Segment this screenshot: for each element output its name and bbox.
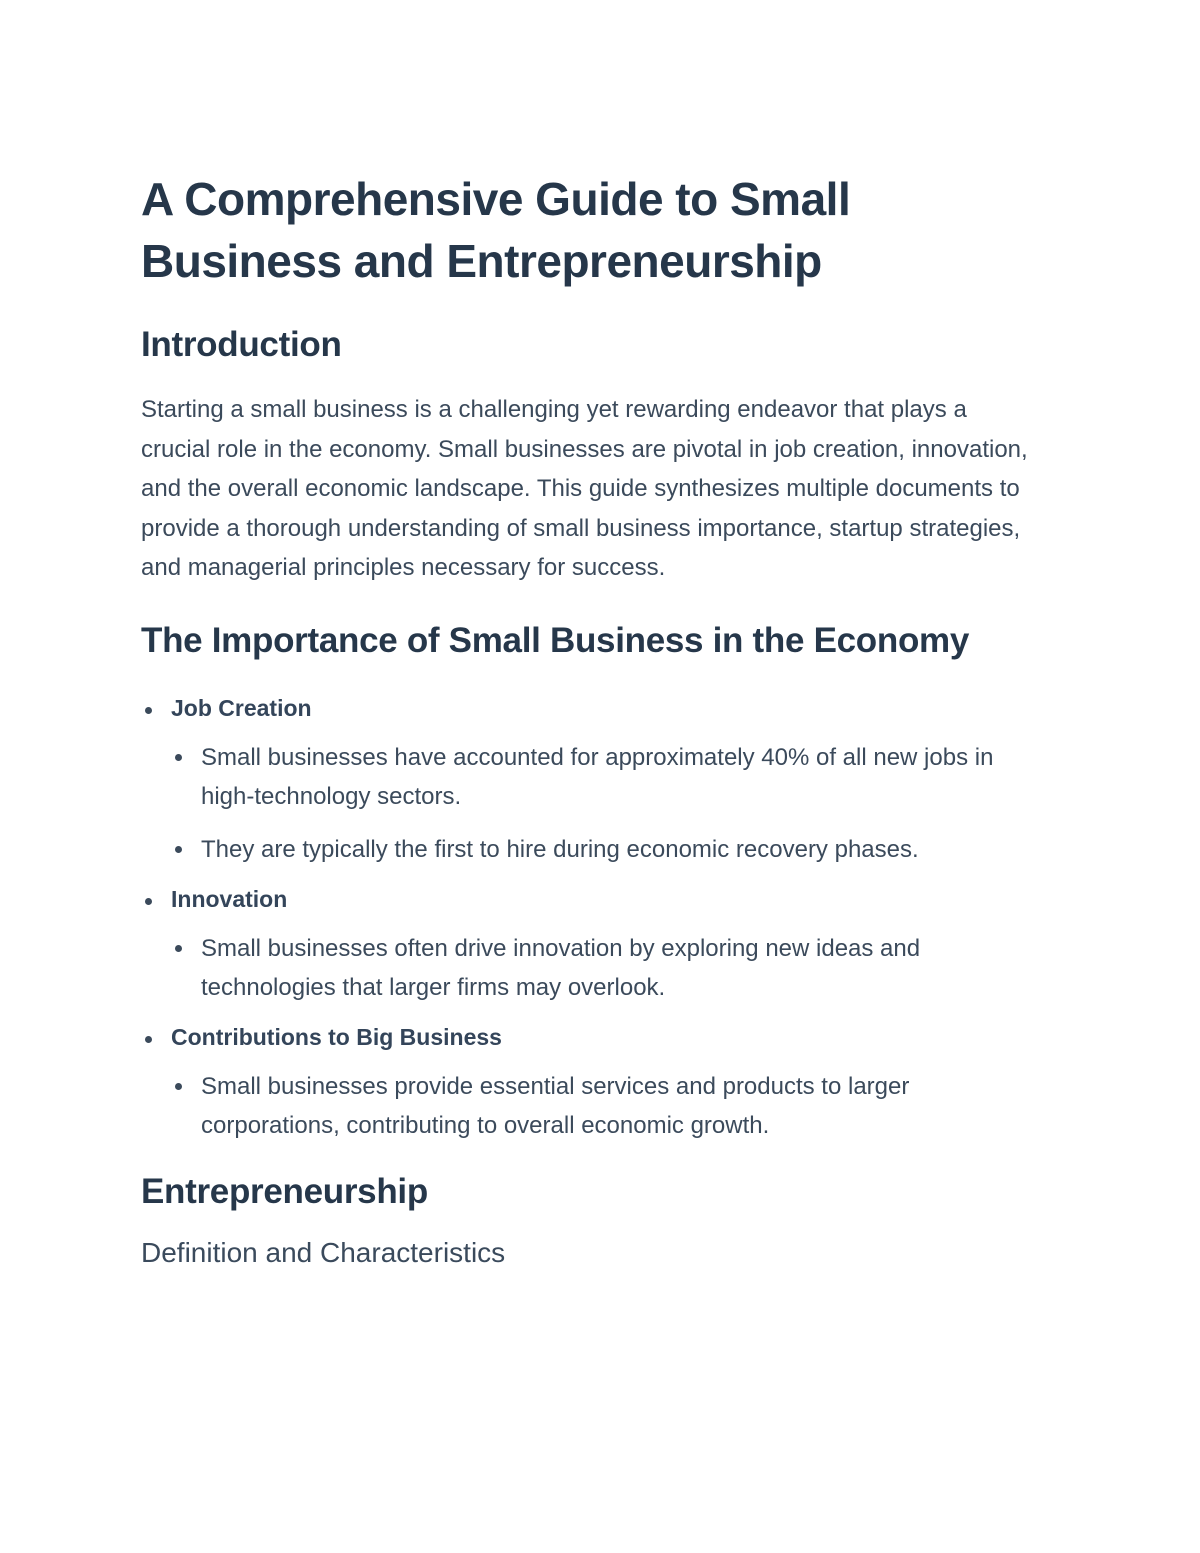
big-business-points [171,1067,1041,1145]
document-title: A Comprehensive Guide to Small Business and Entrepreneurship [141,173,851,287]
importance-list [141,692,1041,1145]
list-item: Small businesses provide essential services and products to larger corporations, contributing to overall economic growth. [171,1067,1041,1145]
innovation-points [171,929,1041,1007]
list-item [141,692,1041,869]
document-page [141,168,1041,1273]
big-business-label: Contributions to Big Business [171,1023,502,1050]
list-item: Small businesses have accounted for approximately 40% of all new jobs in high-technology sectors. [171,738,1041,816]
list-item: They are typically the first to hire during economic recovery phases. [171,830,1041,869]
innovation-label: Innovation [171,885,288,912]
job-creation-points [171,738,1041,869]
job-creation-label: Job Creation [171,694,312,721]
importance-heading: The Importance of Small Business in the Economy [141,620,970,660]
introduction-paragraph: Starting a small business is a challenging yet rewarding endeavor that plays a crucial role in the economy. Small businesses are pivotal in job creation, innovation, and the overall economic landscape. This guide synthesizes multiple documents to provide a thorough understanding of small business importance, startup strategies, and managerial principles necessary for success. [141,396,1028,582]
introduction-heading: Introduction [141,325,342,364]
definition-subheading: Definition and Characteristics [141,1236,506,1268]
list-item [141,1021,1041,1145]
entrepreneurship-heading: Entrepreneurship [141,1171,428,1211]
list-item [141,883,1041,1007]
list-item: Small businesses often drive innovation by exploring new ideas and technologies that larger firms may overlook. [171,929,1041,1007]
